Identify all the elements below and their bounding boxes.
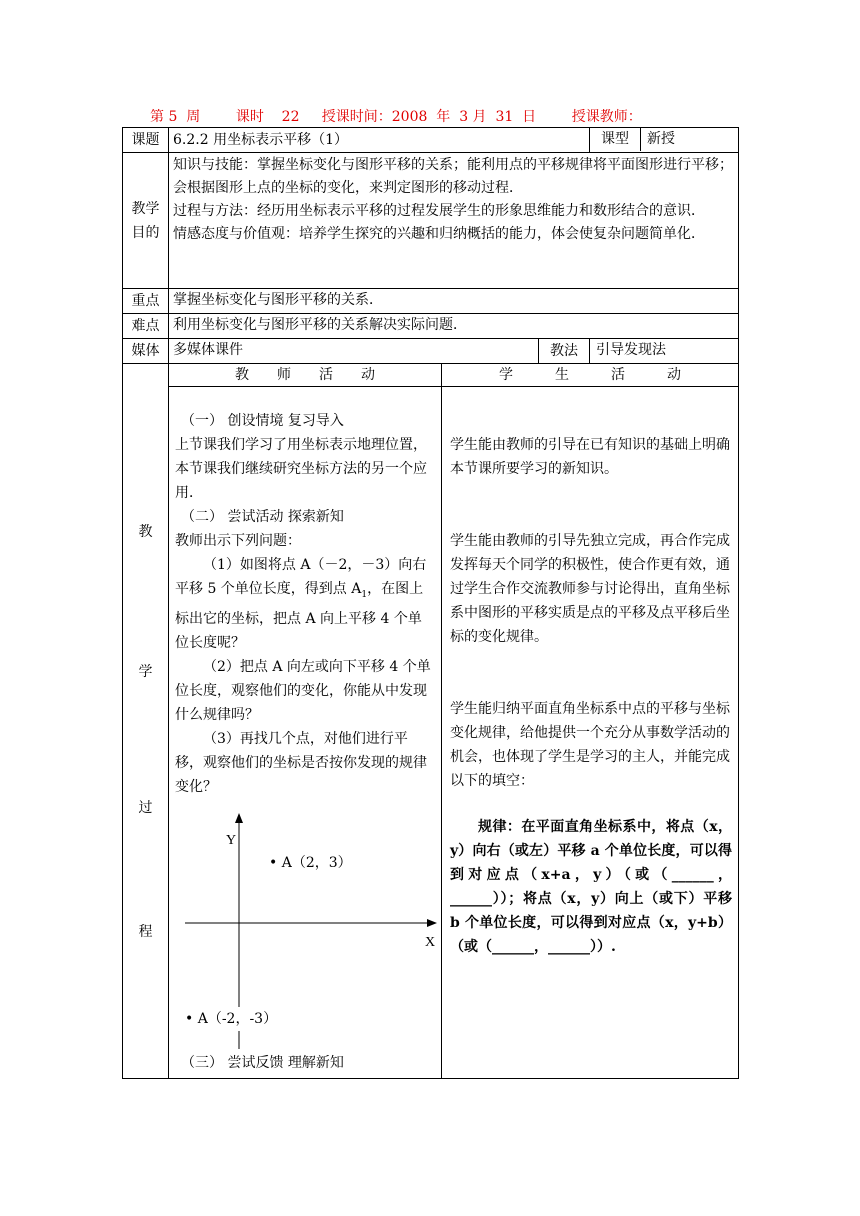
objective-text <box>169 153 739 289</box>
student-para-2: 学生能由教师的引导先独立完成，再合作完成发挥每天个同学的积极性，使合作更有效，通过学生合作交流教师参与讨论得出，直角坐标系中图形的平移实质是点的平移及点平移后坐标的变化规律。 <box>450 533 730 645</box>
media-value: 多媒体课件 <box>169 339 539 364</box>
y-axis-label: Y <box>226 832 237 848</box>
method-label: 教法 <box>539 339 590 364</box>
section-2-intro: 教师出示下列问题： <box>175 533 301 549</box>
process-label <box>123 364 169 1079</box>
topic-row <box>123 128 739 153</box>
translation-rule: 规律：在平面直角坐标系中，将点（x，y）向右（或左）平移 a 个单位长度，可以得到对应点（x+a，y）（或（______，______））；将点（x，y）向上（或下）平移 b 个单位长度，可以得到对应点（x，y+b）（或（______，______））. <box>450 819 732 955</box>
media-label: 媒体 <box>123 339 169 364</box>
objective-process: 过程与方法：经历用坐标表示平移的过程发展学生的形象思维能力和数形结合的意识． <box>173 203 705 219</box>
objective-row <box>123 153 739 289</box>
coordinate-graph <box>175 799 435 1049</box>
objective-knowledge: 知识与技能：掌握坐标变化与图形平移的关系；能利用点的平移规律将平面图形进行平移；会根据图形上点的坐标的变化，来判定图形的移动过程． <box>173 157 733 196</box>
section-1-text: 上节课我们学习了用坐标表示地理位置，本节课我们继续研究坐标方法的另一个应用． <box>175 437 427 501</box>
media-row <box>123 339 739 364</box>
type-label: 课型 <box>590 128 641 151</box>
question-1: （1）如图将点 A（－2，－3）向右平移 5 个单位长度，得到点 $A_1$，在图上标出它的坐标，把点 A 向上平移 4 个单位长度呢？ <box>175 557 427 651</box>
topic-value: 6.2.2 用坐标表示平移（1） <box>169 128 590 153</box>
student-activity-header: 学 生 活 动 <box>442 364 739 387</box>
week-label: 第 5 周 <box>150 109 201 125</box>
student-para-1: 学生能由教师的引导在已有知识的基础上明确本节课所要学习的新知识。 <box>450 437 730 477</box>
point-a-positive: • A（2，3） <box>269 854 352 871</box>
section-3-title: （三） 尝试反馈 理解新知 <box>181 1054 344 1071</box>
point-a-negative: • A（-2，-3） <box>185 1007 277 1031</box>
lesson-plan-table <box>122 127 739 1079</box>
teacher-activity-header: 教 师 活 动 <box>169 364 442 387</box>
question-3: （3）再找几个点，对他们进行平移，观察他们的坐标是否按你发现的规律变化？ <box>175 730 427 795</box>
period-label: 课时 22 <box>235 109 300 125</box>
lesson-header <box>150 106 642 126</box>
difficulty-label: 难点 <box>123 314 169 339</box>
method-value: 引导发现法 <box>590 339 739 364</box>
process-header-row <box>123 364 739 387</box>
type-value: 新授 <box>647 131 675 147</box>
section-1-title: （一） 创设情境 复习导入 <box>181 413 344 429</box>
student-para-3: 学生能归纳平面直角坐标系中点的平移与坐标变化规律，给他提供一个充分从事数学活动的机会，也体现了学生是学习的主人，并能完成以下的填空： <box>450 701 730 789</box>
teacher-label: 授课教师： <box>571 109 642 125</box>
key-label: 重点 <box>123 289 169 314</box>
key-row <box>123 289 739 314</box>
key-value: 掌握坐标变化与图形平移的关系． <box>169 289 739 314</box>
x-axis-label: X <box>425 934 436 950</box>
student-activity <box>442 387 739 1079</box>
difficulty-value: 利用坐标变化与图形平移的关系解决实际问题． <box>169 314 739 339</box>
time-label: 授课时间：2008 年 3 月 31 日 <box>321 109 537 125</box>
difficulty-row <box>123 314 739 339</box>
topic-label: 课题 <box>123 128 169 153</box>
process-char-4: 程 <box>138 924 153 940</box>
teacher-activity <box>169 387 442 1079</box>
process-char-3: 过 <box>138 800 153 816</box>
process-char-2: 学 <box>138 664 153 680</box>
section-2-title: （二） 尝试活动 探索新知 <box>181 509 344 525</box>
process-content-row <box>123 387 739 1079</box>
question-2: （2）把点 A 向左或向下平移 4 个单位长度，观察他们的变化，你能从中发现什么规律吗？ <box>175 658 431 723</box>
process-char-1: 教 <box>138 524 153 540</box>
objective-attitude: 情感态度与价值观：培养学生探究的兴趣和归纳概括的能力，体会使复杂问题简单化． <box>173 226 705 242</box>
objective-label: 教学 目的 <box>123 153 169 289</box>
